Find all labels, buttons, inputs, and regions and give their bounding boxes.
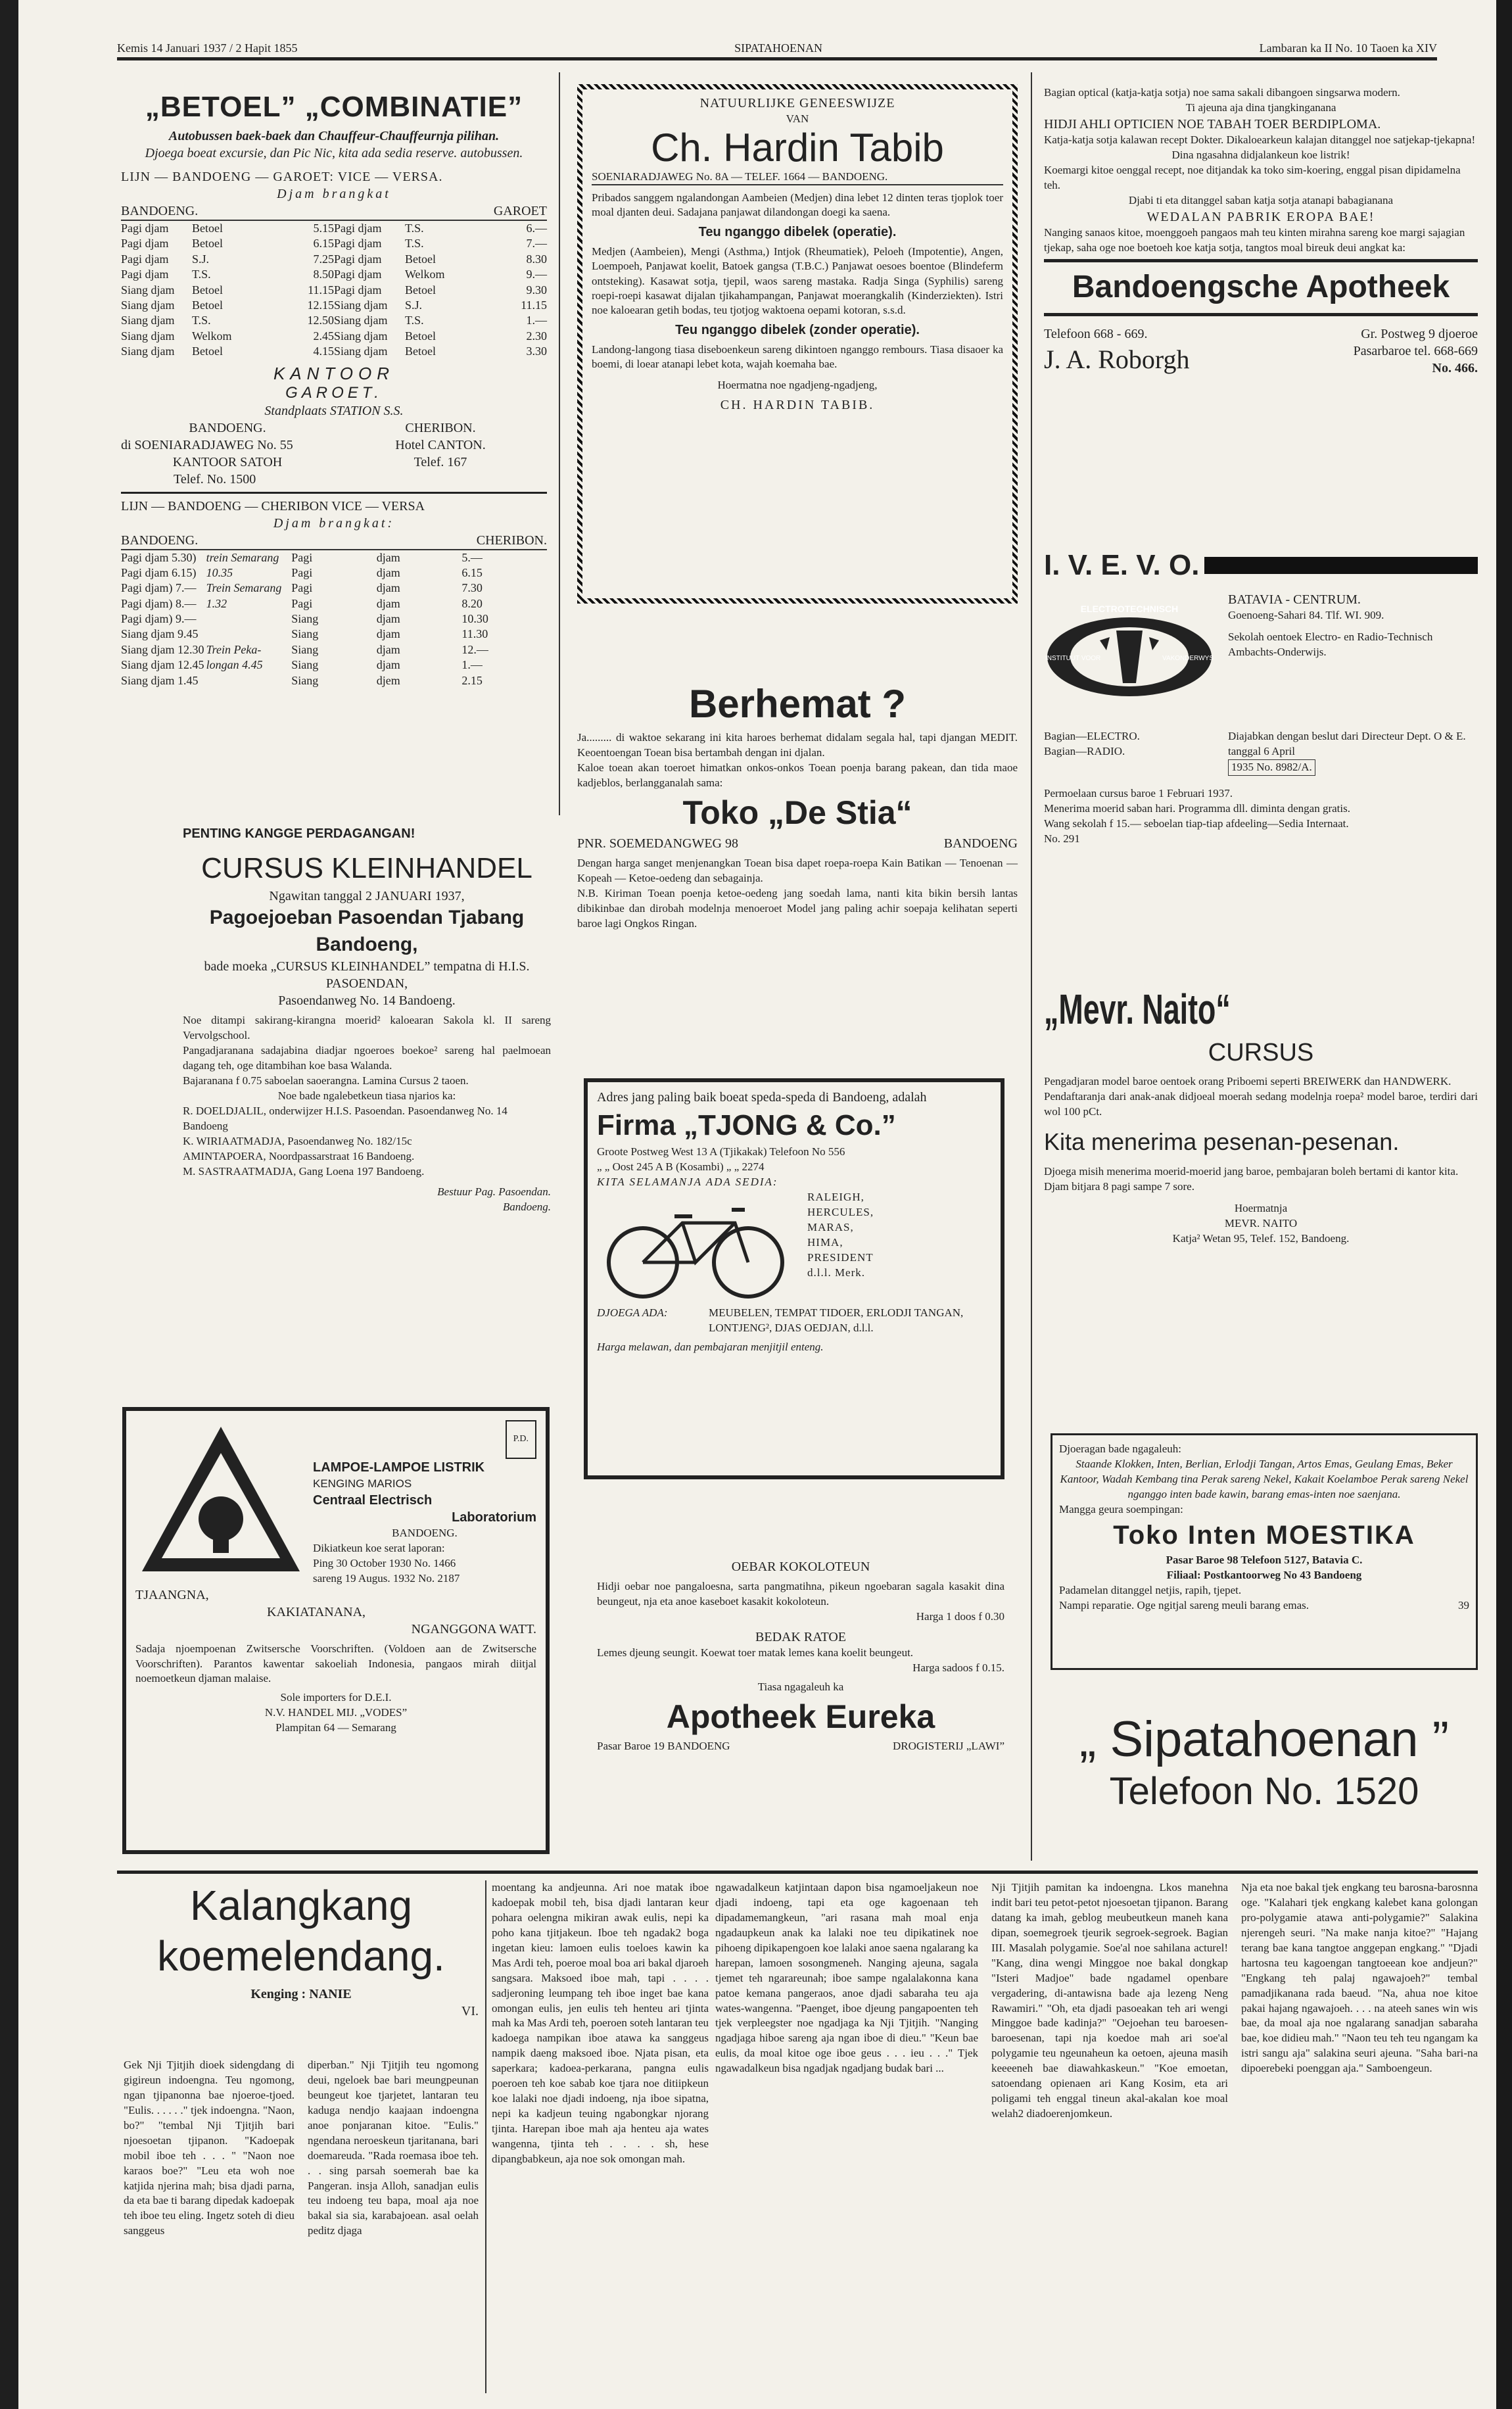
- schedule-cell: Pagi: [291, 581, 313, 595]
- optic-p2: Ti ajeuna aja dina tjangkinganana: [1185, 101, 1336, 114]
- optic-p7: Djabi ti eta ditanggel saban katja sotja atanapi babagianana: [1128, 193, 1394, 206]
- ivevo-p3: Wang sekolah f 15.— seboelan tiap-tiap afdeeling—Sedia Internaat.: [1044, 817, 1349, 830]
- schedule-cell: 8.30: [526, 252, 547, 266]
- apotheek-ps: Pasarbaroe tel. 668-669: [1353, 344, 1478, 359]
- schedule-cell: Pagi djam: [121, 252, 169, 266]
- brand-item: PRESIDENT: [807, 1251, 874, 1264]
- issue-number: Lambaran ka II No. 10 Taoen ka XIV: [1259, 41, 1437, 55]
- schedule-cell: 6.—: [526, 222, 547, 235]
- tjong-bicycle-ad: [584, 1078, 1004, 1479]
- schedule-cell: Welkom: [192, 329, 232, 343]
- hardin-t1: NATUURLIJKE GENEESWIJZE: [699, 96, 895, 110]
- schedule-cell: Pagi djam: [121, 222, 169, 235]
- issue-date: Kemis 14 Januari 1937 / 2 Hapit 1855: [117, 41, 298, 55]
- kantoor-label: KANTOOR: [273, 363, 395, 383]
- hardin-h2: Teu nganggo dibelek (zonder operatie).: [675, 322, 920, 337]
- kok-harga2: Harga sadoos f 0.15.: [912, 1661, 1004, 1674]
- cursus-d3: bade moeka „CURSUS KLEINHANDEL” tempatna di H.I.S. PASOENDAN,: [204, 959, 530, 991]
- schedule-cell: Siang djam: [121, 314, 175, 327]
- schedule-row: [121, 221, 547, 236]
- schedule-cell: [206, 673, 292, 688]
- hardin-tabib-ad: [577, 84, 1018, 604]
- moestika-p4: Padamelan ditanggel netjis, rapih, tjepet.: [1059, 1583, 1242, 1596]
- schedule-cell: djam: [376, 550, 400, 564]
- schedule-cell: djam: [376, 581, 400, 595]
- hardin-title: Ch. Hardin Tabib: [651, 126, 944, 170]
- paper-name: SIPATAHOENAN: [734, 41, 823, 55]
- schedule-cell: 2.15: [461, 673, 483, 687]
- story-title: Kalangkang koemelendang.: [157, 1882, 445, 1980]
- schedule-cell: 5.15: [313, 222, 334, 235]
- office-bdg: BANDOENG.: [189, 420, 266, 435]
- naito-p2: Pendaftaranja dari anak-anak didjoeal moerah sedang modelnja roepa² model baroe, terdiri dari wol 100 pCt.: [1044, 1089, 1478, 1118]
- schedule-row: [121, 313, 547, 328]
- ivevo-logo: [1044, 591, 1215, 723]
- schedule-cell: Betoel: [405, 345, 436, 358]
- schedule-cell: djam: [376, 596, 400, 610]
- schedule-row: [121, 627, 547, 642]
- optic-p9: Nanging sanaos kitoe, moenggoeh pangaos mah teu kinten mirahna sareng koe margi sajagian tjekap, saha oge noe boetoeh koe katja sotja, tangtos moal bireuk deui angkat ka:: [1044, 226, 1465, 254]
- schedule-cell: Siang djam: [334, 329, 388, 343]
- office-addr1r: Hotel CANTON.: [395, 437, 486, 452]
- berhemat-p4: N.B. Kiriman Toean poenja ketoe-oedeng jang soedah lama, nanti kita bikin bersih lantas dibikinbae dan dirobah modelnja menoeroet Model jang paling achir soepaja kelihatan seperti baroe lagi Ongkos Ringan.: [577, 887, 1018, 930]
- schedule-cell: Pagi: [291, 565, 313, 579]
- naito-sig2: MEVR. NAITO: [1224, 1216, 1298, 1229]
- optic-p8: WEDALAN PABRIK EROPA BAE!: [1146, 209, 1375, 224]
- kok-p3: Tiasa ngagaleuh ka: [757, 1680, 844, 1693]
- ivevo-addr2: Goenoeng-Sahari 84. Tlf. WI. 909.: [1228, 609, 1384, 622]
- betoel-sub1: Autobussen baek-baek dan Chauffeur-Chauffeurnja pilihan.: [168, 129, 500, 143]
- optic-p5: Dina ngasahna didjalankeun koe listrik!: [1171, 148, 1350, 161]
- cursus-d1: Ngawitan tanggal 2 JANUARI 1937,: [269, 889, 465, 904]
- schedule-cell: Betoel: [192, 345, 223, 358]
- cursus-contacts: [183, 1104, 551, 1180]
- moestika-ad: [1051, 1433, 1478, 1670]
- optic-ad: [1044, 85, 1478, 519]
- schedule-cell: Pagi djam 5.30): [121, 550, 197, 564]
- schedule-cell: djam: [376, 642, 400, 656]
- hardin-p2: Medjen (Aambeien), Mengi (Asthma,) Intjok (Rheumatiek), Peloeh (Impotentie), Angen, Loempoeh, Panjawat koelit, Batoek gangsa (T.B.C.) Panjawat oesoes boentoe (Blindeferm ontsteking). Kasawat sotja, tjepil, waos sareng mastaka. Radja Singa (Syphilis) sareng roepi-roepi kasawat dijalan tjikahampangan, Panjawat moerangkalih (Kinderziekten). Istri noe kaloearan getih bodas, teu tjotjog waktoena oepami kotoran, s.s.d.: [592, 245, 1003, 316]
- schedule-cell: Pagi djam: [334, 283, 382, 297]
- apotheek-no: No. 466.: [1432, 361, 1478, 376]
- lampoe-t2: KENGING MARIOS: [313, 1477, 412, 1490]
- schedule-cell: T.S.: [405, 314, 424, 327]
- schedule-cell: 12.50: [307, 314, 334, 327]
- ivevo-b1: Bagian—ELECTRO.: [1044, 730, 1140, 743]
- schedule-cell: djam: [376, 627, 400, 641]
- schedule-cell: Betoel: [405, 252, 436, 266]
- story-col4: ngawadalkeun katjintaan dapon bisa ngamoeljakeun noe djadi indoeng, tapi eta oge kagoenaan teh dipadamemangkeun, "ari rasana mah moal enja ngadaupkeun anak ka lalaki noe teu dipikatinek noe pihoeng dipikapengoen koe lalaki anoe saena ngalarang ka harepan, lamoen sosongmeneh. Nanging ajeuna, sagala tjemet teh ngarareunah; iboe sampe ngalalakonna kana patoe kemana pangeraos, anoe djadi sabaraha teu aja wates-wangenna. "Paenget, iboe djeung pangapoenten teh tjek verpleegster noe ngadjaga ka Nji Tjitjih. "Nanging ngadjaga hiboe sareng aja ngan iboe di dieu." "Keun bae eulis, da moal kitoe oge iboe geus . . . ieu . . ." Tjek ngawadalkeun bisa ngadjak ngadjang budak bari ...: [715, 1881, 978, 2075]
- contact-item: R. DOELDJALIL, onderwijzer H.I.S. Pasoendan. Pasoendanweg No. 14 Bandoeng: [183, 1105, 508, 1132]
- kleinhandel-ad: [183, 825, 551, 1338]
- story-header: [124, 1880, 479, 2051]
- schedule-cell: Siang djam 12.30: [121, 642, 204, 656]
- schedule-cell: 5.—: [461, 550, 483, 564]
- schedule-cell: T.S.: [192, 268, 211, 281]
- ivevo-no: No. 291: [1044, 832, 1080, 846]
- hardin-p4: Hoermatna noe ngadjeng-ngadjeng,: [717, 379, 878, 392]
- sipata-tel: Telefoon No. 1520: [1109, 1770, 1419, 1813]
- hardin-sig: CH. HARDIN TABIB.: [720, 398, 875, 413]
- lampoe-p4: Sadaja njoempoenan Zwitsersche Voorschriften. (Voldoen aan de Zwitsersche Voorschriften). Parantos kawentar sakoeliah Indonesia, pangaos mirah diitjal noemoetkeun djaman malaise.: [135, 1642, 536, 1685]
- tjong-p1: Adres jang paling baik boeat speda-speda di Bandoeng, adalah: [597, 1090, 927, 1105]
- lampoe-t1: LAMPOE-LAMPOE LISTRIK: [313, 1460, 485, 1475]
- sipatahoenan-ad: [1051, 1709, 1478, 1854]
- logo-l: INSTITUUT VOOR: [1045, 655, 1101, 663]
- ivevo-b2: Bagian—RADIO.: [1044, 745, 1125, 758]
- naito-big: Kita menerima pesenan-pesenan.: [1044, 1128, 1400, 1155]
- lampoe-p7: Plampitan 64 — Semarang: [275, 1721, 396, 1734]
- kok-harga1: Harga 1 doos f 0.30: [916, 1610, 1004, 1623]
- lampoe-t4: Laboratorium: [452, 1510, 536, 1525]
- schedule-cell: Betoel: [405, 329, 436, 343]
- bdg-label2: BANDOENG.: [121, 533, 199, 548]
- schedule-cell: Siang djam 1.45: [121, 673, 199, 687]
- naito-name: „Mevr. Naito“: [1044, 986, 1231, 1033]
- cursus-h: PENTING KANGGE PERDAGANGAN!: [183, 826, 415, 841]
- schedule-cell: S.J.: [405, 298, 423, 312]
- tjong-djoega: DJOEGA ADA:: [597, 1306, 668, 1320]
- schedule-row: [121, 267, 547, 282]
- schedule-cell: Siang: [291, 658, 319, 672]
- betoel-bus-ad: [117, 72, 551, 822]
- hardin-p1: Pribados sanggem ngalandongan Aambeien (Medjen) dina lebet 12 dinten teras tjoplok toer moal djanten deui. Sadajana panjawat dilandongan doegi ka saena.: [592, 191, 1003, 219]
- schedule-cell: Siang djam: [121, 345, 175, 358]
- apotheek-roborgh: J. A. Roborgh: [1044, 345, 1190, 375]
- schedule-row: [121, 344, 547, 359]
- schedule-cell: Trein Semarang: [206, 581, 282, 595]
- schedule-cell: djam: [376, 658, 400, 672]
- eureka-name: Apotheek Eureka: [666, 1698, 935, 1735]
- schedule-row: [121, 657, 547, 673]
- naito-p1: Pengadjaran model baroe oentoek orang Priboemi seperti BREIWERK dan HANDWERK.: [1044, 1074, 1452, 1087]
- schedule-cell: Pagi djam) 7.—: [121, 581, 197, 595]
- hardin-t2: VAN: [786, 112, 809, 125]
- schedule-cell: Pagi djam 6.15): [121, 565, 197, 579]
- naito-p3: Djoega misih menerima moerid-moerid jang baroe, pembajaran boleh bertami di kantor kita.: [1044, 1165, 1459, 1178]
- schedule-cell: Pagi djam: [334, 252, 382, 266]
- sipata-name: „ Sipatahoenan ”: [1079, 1711, 1449, 1767]
- schedule-cell: 6.15: [313, 237, 334, 250]
- ivevo-ad: [1044, 546, 1478, 901]
- cursus-sig2: Bandoeng.: [502, 1200, 551, 1213]
- schedule-cell: Betoel: [192, 237, 223, 250]
- kok-p2: Lemes djeung seungit. Koewat toer matak lemes kana koelit beungeut.: [597, 1646, 914, 1659]
- moestika-p1: Djoeragan bade ngagaleuh:: [1059, 1443, 1181, 1455]
- lampoe-t3: Centraal Electrisch: [313, 1492, 433, 1508]
- schedule-row: [121, 642, 547, 657]
- brand-item: RALEIGH,: [807, 1191, 864, 1204]
- ivevo-r1: Diajabkan dengan beslut dari Directeur Dept. O & E. tanggal 6 April: [1228, 730, 1466, 758]
- schedule-row: [121, 283, 547, 298]
- cursus-p1: Noe ditampi sakirang-kirangna moerid² kaloearan Sakola kl. II sareng Vervolgschool.: [183, 1014, 551, 1042]
- schedule-cell: djem: [376, 673, 400, 687]
- schedule-row: [121, 298, 547, 313]
- tjong-harga: Harga melawan, dan pembajaran menjitjil enteng.: [597, 1341, 824, 1354]
- moestika-p5: Nampi reparatie. Oge ngitjal sareng meuli barang emas.: [1059, 1598, 1309, 1611]
- kok-p1: Hidji oebar noe pangaloesna, sarta pangmatihna, pikeun ngoebaran sagala kasakit dina beungeut, nja eta anoe kaseboet kasakit kokoloteun.: [597, 1580, 1004, 1608]
- lampoe-p5: Sole importers for D.E.I.: [280, 1691, 392, 1704]
- schedule-cell: Siang djam: [334, 298, 388, 312]
- story-col5: Nji Tjitjih pamitan ka indoengna. Lkos manehna indit bari teu petot-petot njoesoetan tjipanon. Barang datang ka imah, geblog meubeutkeun maneh kana dipan, soemegroek tjeurik segroek-segroek. Bagian III. Masalah polygamie. Soe'al noe sahilana acturel! "Kang, dina wengi Minggoe noe bakal dongkap "Isteri Madjoe" bade ngadamel openbare vergadering, di-antawisna bade aja lezeng Neng Rawamiri." "Oh, eta djadi pasoeakan teh ari wengi Minggoe bade kadinja?" "Oejoehan teu baroesen-baroesenan, tapi nja koedoe mah ari soe'al polygamie teu ngeunaheun ka oetoen, ajeuna masih keeeeneh bae diawahkaskeun." "Koe emoetan, satoendang opienaen ari Kang Kosim, eta ari poligami teh enggal tineun akal-akalan koe moal welah2 diadoerenjomkeun.: [991, 1881, 1228, 2120]
- berhemat-p3: Dengan harga sanget menjenangkan Toean bisa dapet roepa-roepa Kain Batikan — Tenoenan — Kopeah — Ketoe-oedeng dan sebagainja.: [577, 857, 1018, 885]
- schedule-row: [121, 236, 547, 251]
- hardin-p3: Landong-langong tiasa diseboenkeun sareng dikintoen nganggo rembours. Tiasa disaoer ka boemi, di loear atanapi lebet kota, wajah koemaha bae.: [592, 343, 1003, 370]
- garoet-label: GAROET: [493, 204, 547, 218]
- schedule-row: [121, 550, 547, 565]
- lampoe-p6: N.V. HANDEL MIJ. „VODES”: [264, 1706, 408, 1719]
- schedule-cell: 1.—: [461, 658, 483, 672]
- story-col2: diperban." Nji Tjitjih teu ngomong deui, ngeloek bae bari meungpeunan beungeut koe tjarjetet, lantaran teu kaduga nendjo kaajaan indoengna anoe ponjaranan kitoe. "Eulis." ngendana neroeskeun tjaritanana, bari doemareuda. "Rada roemasa iboe teh. . . sing parsah soemerah bae ka Pangeran. insja Alloh, sanadjan eulis teu indoeng teu bapa, moal aja noe bakal sia sia, karabajoean. asal oelah peditz djaga: [308, 2059, 479, 2237]
- schedule-cell: 4.15: [313, 345, 334, 358]
- destia-name: Toko „De Stia“: [682, 794, 912, 831]
- schedule-cell: 6.15: [461, 565, 483, 579]
- cursus-p2: Pangadjaranana sadajabina diadjar ngoeroes boekoe² sareng hal paelmoean dagang teh, oge ditambihan koe basa Walanda.: [183, 1044, 551, 1072]
- berhemat-ad: [577, 677, 1018, 1039]
- tjong-items: MEUBELEN, TEMPAT TIDOER, ERLODJI TANGAN, LONTJENG², DJAS OEDJAN, d.l.l.: [709, 1306, 964, 1335]
- schedule-cell: S.J.: [192, 252, 210, 266]
- brand-item: HIMA,: [807, 1236, 843, 1249]
- schedule-cell: 10.35: [206, 565, 233, 579]
- lampoe-p2: Ping 30 October 1930 No. 1466: [313, 1556, 456, 1569]
- schedule-cell: longan 4.45: [206, 658, 263, 672]
- schedule-cell: Pagi djam: [334, 237, 382, 250]
- office-chb: CHERIBON.: [405, 420, 476, 435]
- schedule-cell: [206, 627, 292, 642]
- schedule-cell: Betoel: [192, 222, 223, 235]
- schedule-cell: Siang djam 12.45: [121, 658, 204, 672]
- betoel-title: „BETOEL” „COMBINATIE”: [145, 91, 523, 123]
- cursus-d2: Pagoejoeban Pasoendan Tjabang Bandoeng,: [209, 907, 525, 955]
- schedule-cell: 11.15: [308, 283, 334, 297]
- schedule-row: [121, 581, 547, 596]
- schedule-row: [121, 329, 547, 344]
- betoel-djam2: Djam brangkat:: [273, 515, 395, 531]
- masthead-bar: [117, 41, 1437, 60]
- office-addr2: KANTOOR SATOH: [172, 454, 283, 469]
- pd-logo: P.D.: [506, 1420, 536, 1459]
- berhemat-p2: Kaloe toean akan toeroet himatkan onkos-onkos Toean poenja barang pakean, dan tida maoe kadjeblos, berlangganalah sama:: [577, 761, 1018, 789]
- garoet-schedule: [121, 221, 547, 360]
- apotheek-pb: Gr. Postweg 9 djoeroe: [1361, 327, 1478, 342]
- schedule-cell: 2.45: [313, 329, 334, 343]
- destia-addr: PNR. SOEMEDANGWEG 98: [577, 836, 738, 851]
- naito-ad: [1044, 986, 1478, 1354]
- schedule-cell: Pagi djam: [121, 268, 169, 281]
- brand-item: MARAS,: [807, 1221, 854, 1234]
- schedule-cell: 7.—: [526, 237, 547, 250]
- schedule-cell: Siang djam: [334, 314, 388, 327]
- schedule-cell: Pagi djam: [121, 237, 169, 250]
- cursus-d4: Pasoendanweg No. 14 Bandoeng.: [278, 993, 456, 1009]
- lampoe-l3: NGANGGONA WATT.: [411, 1621, 536, 1636]
- tjong-name: Firma „TJONG & Co.”: [597, 1109, 896, 1141]
- naito-sig1: Hoermatnja: [1234, 1201, 1288, 1214]
- story-col6: Nja eta noe bakal tjek engkang teu barosna-barosnna oge. "Kalahari tjek engkang kalebet kana golongan pro-polygamie atawa anti-polygamie?" Salakina njerengeh seuri. "Na make nanja kitoe?" "Hajang terang bae kana tangtoe anggepan engkang." "Djadi hartosna teu kagoengan tangtoeean koe andjeun?" "Engkang teh palaj ngawajoeh?" tembal pamadjikanana rada baeud. "Na, ahua noe kitoe pakai hajang ngawajoeh. . . . na ateeh sanes win wis bae, da moal aja noe ngalarang sanadjan sabaraha bae, koe didieu mah." "Naon teu teh teu ngangam ka istri sangu aja" salakina seuri ajeuna. "Saha bari-na dipoerebeki poenggan aja." Samboengeun.: [1241, 1881, 1478, 2075]
- office-addr1: di SOENIARADJAWEG No. 55: [121, 437, 293, 452]
- lampoe-l2: KAKIATANANA,: [267, 1604, 366, 1619]
- schedule-cell: T.S.: [405, 222, 424, 235]
- schedule-cell: Betoel: [192, 298, 223, 312]
- ivevo-addr3: Sekolah oentoek Electro- en Radio-Technisch Ambachts-Onderwijs.: [1228, 631, 1433, 659]
- office-telef: Telef. No. 1500: [174, 471, 256, 487]
- cursus-p3: Bajaranana f 0.75 saboelan saoerangna. Lamina Cursus 2 taoen.: [183, 1074, 469, 1087]
- schedule-cell: trein Semarang: [206, 550, 279, 564]
- standplaats: Standplaats STATION S.S.: [264, 403, 404, 418]
- schedule-cell: 3.30: [526, 345, 547, 358]
- apotheek-name: Bandoengsche Apotheek: [1072, 270, 1450, 305]
- lampoe-p3: sareng 19 Augus. 1932 No. 2187: [313, 1571, 460, 1585]
- schedule-cell: Pagi djam: [334, 222, 382, 235]
- brand-item: d.l.l. Merk.: [807, 1266, 866, 1279]
- moestika-p3: Mangga geura soempingan:: [1059, 1502, 1183, 1515]
- schedule-cell: 8.50: [313, 268, 334, 281]
- lampoe-p1: Dikiatkeun koe serat laporan:: [313, 1541, 445, 1554]
- story-author: Kenging : NANIE: [250, 1986, 352, 2001]
- schedule-cell: 12.—: [461, 642, 488, 656]
- schedule-cell: 9.30: [526, 283, 547, 297]
- betoel-sub2: Djoega boeat excursie, dan Pic Nic, kita ada sedia reserve. autobussen.: [145, 146, 523, 160]
- hardin-addr: SOENIARADJAWEG No. 8A — TELEF. 1664 — BANDOENG.: [592, 170, 1003, 185]
- cheribon-schedule: [121, 550, 547, 689]
- schedule-cell: 1.—: [526, 314, 547, 327]
- schedule-cell: Pagi djam) 9.—: [121, 612, 197, 626]
- schedule-cell: Pagi: [291, 596, 313, 610]
- schedule-cell: 12.15: [307, 298, 334, 312]
- tjong-addr2: „ „ Oost 245 A B (Kosambi) „ „ 2274: [597, 1160, 765, 1174]
- tjong-addr1: Groote Postweg West 13 A (Tjikakak) Telefoon No 556: [597, 1145, 845, 1158]
- schedule-cell: Siang: [291, 612, 319, 626]
- contact-item: AMINTAPOERA, Noordpassarstraat 16 Bandoeng.: [183, 1149, 415, 1162]
- story-part: VI.: [461, 2003, 479, 2018]
- destia-city: BANDOENG: [943, 836, 1018, 851]
- kok-h2: BEDAK RATOE: [755, 1629, 846, 1644]
- schedule-cell: 9.—: [526, 268, 547, 281]
- schedule-cell: 2.30: [526, 329, 547, 343]
- contact-item: K. WIRIAATMADJA, Pasoendanweg No. 182/15c: [183, 1134, 412, 1147]
- schedule-cell: 1.32: [206, 596, 227, 610]
- schedule-cell: [206, 611, 292, 627]
- bdg-label: BANDOENG.: [121, 204, 199, 218]
- schedule-cell: Siang djam 9.45: [121, 627, 199, 641]
- naito-p4: Djam bitjara 8 pagi sampe 7 sore.: [1044, 1180, 1194, 1193]
- naito-addr: Katja² Wetan 95, Telef. 152, Bandoeng.: [1172, 1231, 1350, 1245]
- optic-p1: Bagian optical (katja-katja sotja) noe sama sakali dibangoen singsarwa modern.: [1044, 86, 1400, 99]
- schedule-cell: 11.30: [461, 627, 488, 641]
- cursus-p4: Noe bade ngalebetkeun tiasa njarios ka:: [277, 1089, 456, 1103]
- story-col1: Gek Nji Tjitjih dioek sidengdang di gigireun indoengna. Teu ngomong, ngan tjipanonna bae njoeroe-tjoed. "Eulis. . . . . ." tjek indoengna. "Naon, bo?" "tembal Nji Tjitjih bari njoesoetan tjipanon. "Kadoepak mobil iboe teh . . . " "Naon noe karaos boe?" "Leu eta woh noe katjida njerina mah; bisa djadi parna, da eta bae ti barang dipedak kadoepak teh iboe teu eling. Ingetz soteh di dieu sanggeus: [124, 2059, 295, 2237]
- schedule-cell: Pagi: [291, 550, 313, 564]
- schedule-cell: Pagi djam: [334, 268, 382, 281]
- schedule-cell: Siang djam: [121, 298, 175, 312]
- office-addr2r: Telef. 167: [413, 454, 467, 469]
- schedule-cell: Siang djam: [121, 329, 175, 343]
- schedule-cell: Pagi djam) 8.—: [121, 596, 197, 610]
- ivevo-title: I. V. E. V. O.: [1044, 549, 1200, 581]
- garoet-office: GAROET.: [285, 383, 383, 402]
- optic-p4: Katja-katja sotja kalawan recept Dokter. Dikaloearkeun kalajan ditanggel noe satjekap-tjekapna!: [1044, 133, 1476, 146]
- berhemat-p1: Ja......... di waktoe sekarang ini kita haroes berhemat didalam segala hal, tapi djangan MEDIT. Keoentoengan Toean bisa bertambah dengan ini djalan.: [577, 731, 1018, 759]
- schedule-cell: 7.25: [313, 252, 334, 266]
- apotheek-tel: Telefoon 668 - 669.: [1044, 327, 1148, 342]
- hardin-h1: Teu nganggo dibelek (operatie).: [698, 225, 897, 240]
- optic-p3: HIDJI AHLI OPTICIEN NOE TABAH TOER BERDIPLOMA.: [1044, 116, 1381, 131]
- logo-top: ELECTROTECHNISCH: [1080, 604, 1179, 615]
- schedule-cell: Betoel: [192, 283, 223, 297]
- cursus-title: CURSUS KLEINHANDEL: [201, 852, 532, 884]
- ivevo-r2: 1935 No. 8982/A.: [1228, 759, 1315, 776]
- schedule-cell: Siang djam: [334, 345, 388, 358]
- schedule-cell: T.S.: [405, 237, 424, 250]
- lampoe-ad: [122, 1407, 550, 1854]
- betoel-line1: LIJN — BANDOENG — GAROET: VICE — VERSA.: [121, 170, 443, 184]
- ivevo-p1: Permoelaan cursus baroe 1 Februari 1937.: [1044, 787, 1233, 800]
- schedule-row: [121, 252, 547, 267]
- moestika-name: Toko Inten MOESTIKA: [1113, 1520, 1415, 1550]
- schedule-cell: Betoel: [405, 283, 436, 297]
- lampoe-t5: BANDOENG.: [392, 1526, 458, 1539]
- moestika-a1: Pasar Baroe 98 Telefoon 5127, Batavia C.: [1166, 1553, 1363, 1566]
- schedule-cell: Siang: [291, 642, 319, 656]
- lightbulb-icon: [135, 1420, 306, 1585]
- lampoe-l1: TJAANGNA,: [135, 1587, 209, 1602]
- moestika-num: 39: [1458, 1598, 1469, 1611]
- ivevo-p2: Menerima moerid saban hari. Programma dll. diminta dengan gratis.: [1044, 802, 1350, 815]
- schedule-cell: Siang djam: [121, 283, 175, 297]
- schedule-row: [121, 596, 547, 611]
- betoel-djam1: Djam brangkat: [277, 187, 391, 201]
- bicycle-icon: [597, 1190, 794, 1302]
- tjong-brands: [794, 1190, 874, 1302]
- brand-item: HERCULES,: [807, 1206, 874, 1219]
- schedule-cell: Welkom: [405, 268, 445, 281]
- logo-r: VAKONDERWYS: [1162, 655, 1214, 663]
- chb-label: CHERIBON.: [476, 533, 547, 548]
- berhemat-title: Berhemat ?: [688, 682, 907, 726]
- schedule-cell: djam: [376, 612, 400, 626]
- story-col3: moentang ka andjeunna. Ari noe matak iboe kadoepak mobil teh, bisa djadi lantaran keur pohara oelengna mikiran awak eulis, nepi ka poho kana tjitjakeun. Iboe teh ngadak2 boga ingetan kieu: lamoen eulis toeloes kawin ka Mas Ardi teh, poeroe moal boa ari bakal djaroeh sangsara. Maksoed iboe mah, tapi . . . . sadjeroning leumpang teh iboe inget bae kana omongan eulis, jen eulis teh henteu ari tjinta mah ka Mas Ardi teh, poeroen soteh lantaran teu kadoega nampikan iboe atawa ka sanggeus nampik daeng maksoed iboe. Njata pisan, eta saperkara; kadoea-perkarana, pangna eulis poeroen teh koe sabab koe tjara noe ditiipkeun koe lalaki noe djadi indoeng, nja iboe sipatna, nepi ka kadjeun teuing ngabongkar njorang tjinta. Harepan iboe mah aja henteu aja wates wangenna, tjinta teh . . . . sh, hese dipangbabkeun, aja noe sok omongan mah.: [492, 1881, 709, 2165]
- moestika-p2: Staande Klokken, Inten, Berlian, Erlodji Tangan, Artos Emas, Geulang Emas, Beker Kantoor, Wadah Kembang tina Perak sareng Nekel, Kakait Koelamboe Perak sareng Nekel nganggo inten bade kawin, barang emas-inten noe saenjana.: [1060, 1457, 1469, 1500]
- schedule-row: [121, 673, 547, 688]
- schedule-cell: Siang: [291, 627, 319, 641]
- schedule-cell: 10.30: [461, 612, 488, 626]
- tjong-kita: KITA SELAMANJA ADA SEDIA:: [597, 1176, 778, 1189]
- schedule-row: [121, 565, 547, 581]
- contact-item: M. SASTRAATMADJA, Gang Loena 197 Bandoeng.: [183, 1164, 425, 1178]
- eureka-ad: [597, 1558, 1004, 1861]
- schedule-cell: 7.30: [461, 581, 483, 595]
- schedule-cell: 8.20: [461, 596, 483, 610]
- ivevo-addr1: BATAVIA - CENTRUM.: [1228, 592, 1361, 608]
- schedule-cell: Siang: [291, 673, 319, 687]
- schedule-row: [121, 611, 547, 627]
- naito-title: CURSUS: [1208, 1039, 1314, 1067]
- schedule-cell: T.S.: [192, 314, 211, 327]
- betoel-line2: LIJN — BANDOENG — CHERIBON VICE — VERSA: [121, 498, 425, 513]
- moestika-a2: Filiaal: Postkantoorweg No 43 Bandoeng: [1166, 1568, 1362, 1581]
- eureka-drog: DROGISTERIJ „LAWI”: [892, 1740, 1004, 1753]
- cursus-sig1: Bestuur Pag. Pasoendan.: [437, 1185, 551, 1198]
- kok-h: OEBAR KOKOLOTEUN: [731, 1560, 870, 1574]
- eureka-addr: Pasar Baroe 19 BANDOENG: [597, 1740, 730, 1753]
- schedule-cell: djam: [376, 565, 400, 579]
- optic-p6: Koemargi kitoe oenggal recept, noe ditjandak ka toko sim-koering, enggal pisan dipidamelna teh.: [1044, 163, 1461, 191]
- schedule-cell: Trein Peka-: [206, 642, 262, 656]
- schedule-cell: 11.15: [521, 298, 547, 312]
